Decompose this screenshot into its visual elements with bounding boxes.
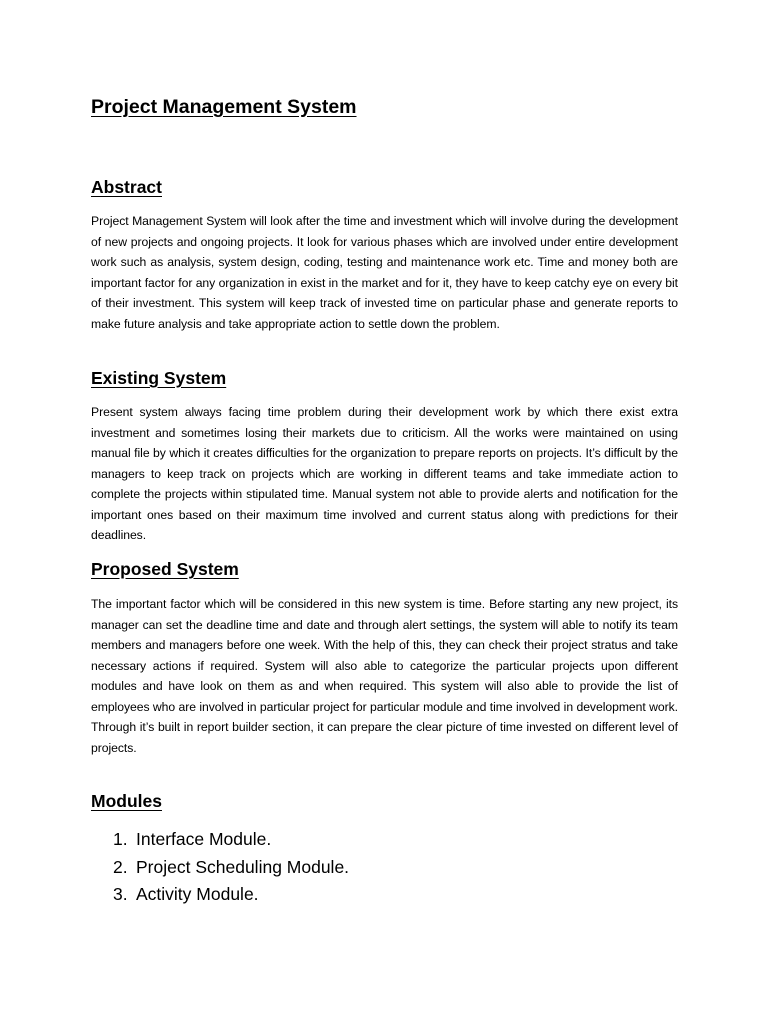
list-item-label: Project Scheduling Module. [136, 856, 350, 877]
list-item [91, 826, 349, 854]
list-item-label: Interface Module. [136, 829, 272, 849]
section-heading-modules: Modules [91, 791, 162, 811]
section-body-existing-system: Present system always facing time problem during their development work by which there exist extra investment and sometimes losing their markets due to criticism. All the works were maintained on using manual file by which it creates difficulties for the organization to prepare reports on projects. It’s difficult by the managers to keep track on projects which are working in different teams and take immediate action to complete the projects within stipulated time. Manual system not able to provide alerts and notification for the important ones based on their maximum time involved and current status along with predictions for their deadlines. [91, 405, 678, 542]
section-heading-proposed-system: Proposed System [91, 559, 239, 579]
list-item [91, 854, 349, 882]
modules-list [91, 826, 349, 909]
list-item [91, 881, 349, 909]
list-item-number: 3. [113, 884, 128, 904]
list-item-number: 1. [113, 829, 128, 849]
section-body-proposed-system: The important factor which will be considered in this new system is time. Before starting any new project, its manager can set the deadline time and date and through alert settings, the system will able to notify its team members and managers before one week. With the help of this, they can check their project stratus and take necessary actions if required. System will also able to categorize the particular projects upon different modules and have look on them as and when required. This system will also able to provide the list of employees who are involved in particular project for particular module and time involved in development work. Through it’s built in report builder section, it can prepare the clear picture of time invested on different level of projects. [91, 597, 678, 755]
section-heading-existing-system: Existing System [91, 368, 227, 388]
document-title: Project Management System [91, 96, 357, 118]
list-item-label: Activity Module. [136, 884, 259, 904]
section-body-abstract: Project Management System will look after the time and investment which will involve during the development of new projects and ongoing projects. It look for various phases which are involved under entire development work such as analysis, system design, coding, testing and maintenance work etc. Time and money both are important factor for any organization in exist in the market and for it, they have to keep catchy eye on every bit of their investment. This system will keep track of invested time on particular phase and generate reports to make future analysis and take appropriate action to settle down the problem. [91, 214, 678, 331]
section-heading-abstract: Abstract [91, 177, 162, 197]
list-item-number: 2. [113, 856, 128, 877]
